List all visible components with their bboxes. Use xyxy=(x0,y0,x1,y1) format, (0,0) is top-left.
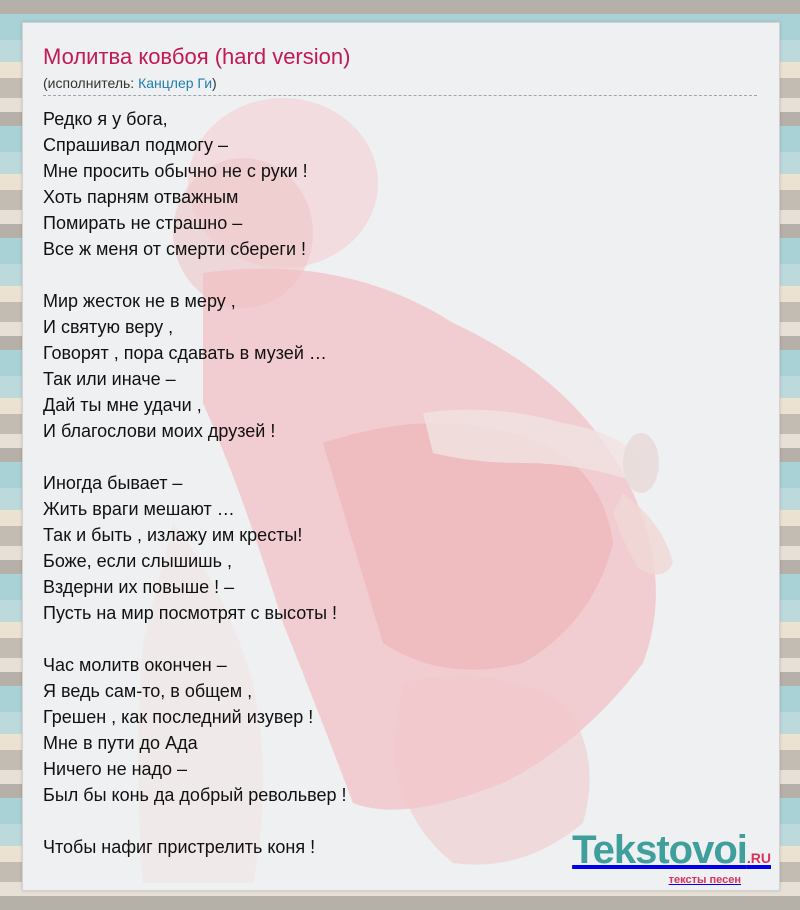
artist-prefix: (исполнитель: xyxy=(43,75,139,91)
lyric-line: И святую веру , xyxy=(43,317,174,337)
artist-line xyxy=(43,75,757,96)
stanza-1 xyxy=(43,106,759,262)
lyric-line: Хоть парням отважным xyxy=(43,187,239,207)
lyric-line: Спрашивал подмогу – xyxy=(43,135,228,155)
artist-suffix: ) xyxy=(212,75,217,91)
lyric-line: Мне просить обычно не с руки ! xyxy=(43,161,308,181)
lyric-line: Вздерни их повыше ! – xyxy=(43,577,235,597)
lyric-line: Час молитв окончен – xyxy=(43,655,227,675)
artist-link[interactable]: Канцлер Ги xyxy=(138,75,213,91)
lyric-line: Чтобы нафиг пристрелить коня ! xyxy=(43,837,316,857)
lyric-line: Грешен , как последний изувер ! xyxy=(43,707,314,727)
lyric-line: Так и быть , излажу им кресты! xyxy=(43,525,303,545)
lyric-line: Говорят , пора сдавать в музей … xyxy=(43,343,327,363)
lyric-line: Редко я у бога, xyxy=(43,109,168,129)
logo-tld: .RU xyxy=(746,850,771,866)
lyrics-card xyxy=(22,22,780,891)
lyric-line: Дай ты мне удачи , xyxy=(43,395,202,415)
lyric-line: Боже, если слышишь , xyxy=(43,551,232,571)
logo-tagline: тексты песен xyxy=(668,874,741,886)
lyric-line: Мне в пути до Ада xyxy=(43,733,198,753)
stanza-3 xyxy=(43,470,759,626)
lyrics-content xyxy=(23,23,779,860)
song-title: Молитва ковбоя (hard version) xyxy=(43,44,351,69)
lyric-line: Иногда бывает – xyxy=(43,473,183,493)
lyrics-text xyxy=(43,106,759,860)
lyric-line: Пусть на мир посмотрят с высоты ! xyxy=(43,603,338,623)
stanza-4 xyxy=(43,652,759,808)
lyric-line: Я ведь сам-то, в общем , xyxy=(43,681,253,701)
lyric-line: И благослови моих друзей ! xyxy=(43,421,276,441)
lyric-line: Был бы конь да добрый револьвер ! xyxy=(43,785,347,805)
logo-wordmark xyxy=(572,830,771,878)
lyric-line: Мир жесток не в меру , xyxy=(43,291,236,311)
lyric-line: Все ж меня от смерти сбереги ! xyxy=(43,239,307,259)
tekstovoi-logo[interactable] xyxy=(572,830,771,886)
lyric-line: Помирать не страшно – xyxy=(43,213,243,233)
lyric-line: Так или иначе – xyxy=(43,369,176,389)
logo-brand: Tekstovoi xyxy=(572,828,747,872)
stanza-2 xyxy=(43,288,759,444)
lyric-line: Жить враги мешают … xyxy=(43,499,235,519)
lyric-line: Ничего не надо – xyxy=(43,759,188,779)
